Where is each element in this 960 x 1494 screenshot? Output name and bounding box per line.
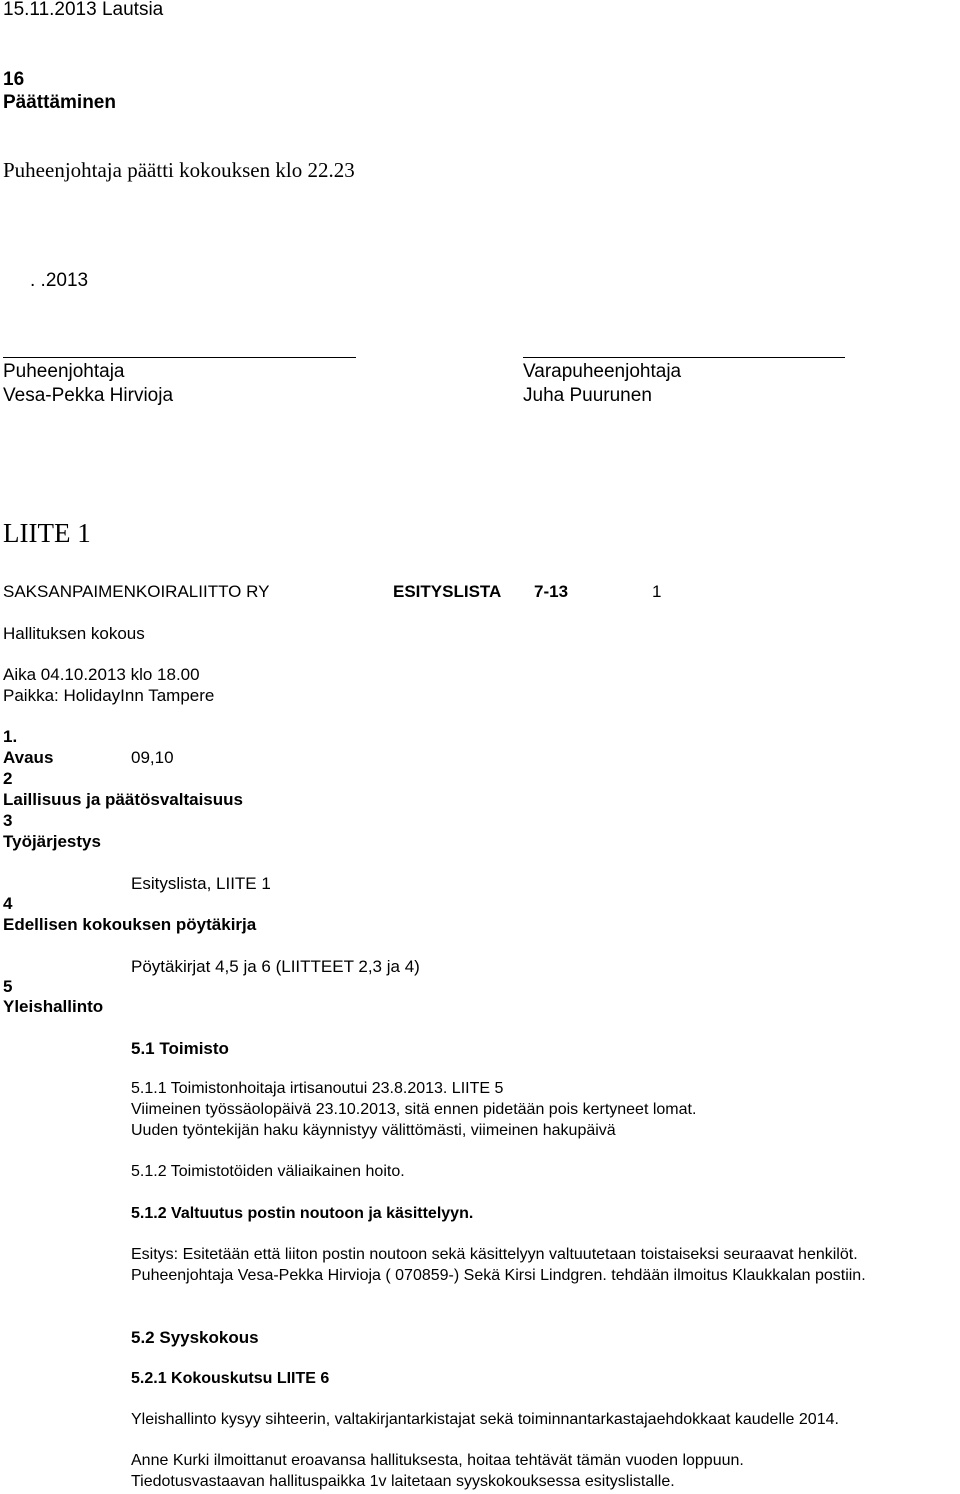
item-5-2-1-text-3: Tiedotusvastaavan hallituspaikka 1v laitetaan syyskokouksessa esityslistalle. <box>131 1473 675 1490</box>
agenda-5-title: Yleishallinto <box>3 997 104 1016</box>
section-number: 16 <box>3 69 25 90</box>
item-5-1-2: 5.1.2 Toimistotöiden väliaikainen hoito. <box>131 1163 405 1180</box>
agenda-1-number: 1. <box>3 727 18 746</box>
item-5-2-1-text-1: Yleishallinto kysyy sihteerin, valtakirjantarkistajat sekä toiminnantarkastajaehdokkaat kaudelle 2014. <box>131 1411 839 1428</box>
section-5-1: 5.1 Toimisto <box>131 1039 229 1058</box>
signer-left-role: Puheenjohtaja <box>3 361 125 382</box>
signature-line-right <box>523 357 845 358</box>
meeting-time: Aika 04.10.2013 klo 18.00 <box>3 665 200 684</box>
appendix-title: LIITE 1 <box>3 518 91 548</box>
org-name: SAKSANPAIMENKOIRALIITTO RY <box>3 582 270 601</box>
page-number: 1 <box>652 582 662 601</box>
item-5-1-2-mandate: 5.1.2 Valtuutus postin noutoon ja käsittelyyn. <box>131 1205 474 1222</box>
section-title: Päättäminen <box>3 92 116 113</box>
item-5-1-2-proposal: Esitys: Esitetään että liiton postin noutoon sekä käsittelyyn valtuutetaan toistaiseksi seuraavat henkilöt. <box>131 1246 858 1263</box>
meeting-place: Paikka: HolidayInn Tampere <box>3 686 215 705</box>
date-line: 15.11.2013 Lautsia <box>3 0 164 20</box>
signer-left-name: Vesa-Pekka Hirvioja <box>3 385 174 406</box>
agenda-4-number: 4 <box>3 894 13 913</box>
item-5-1-1-line-2: Viimeinen työssäolopäivä 23.10.2013, sitä ennen pidetään pois kertyneet lomat. <box>131 1101 697 1118</box>
signature-date: . .2013 <box>30 270 89 291</box>
doc-type: ESITYSLISTA <box>393 582 502 601</box>
signer-right-role: Varapuheenjohtaja <box>523 361 682 382</box>
item-5-1-1-line-3: Uuden työntekijän haku käynnistyy välittömästi, viimeinen hakupäivä <box>131 1122 616 1139</box>
item-5-2-1: 5.2.1 Kokouskutsu LIITE 6 <box>131 1370 330 1387</box>
agenda-1-title: Avaus <box>3 748 54 767</box>
agenda-4-note: Pöytäkirjat 4,5 ja 6 (LIITTEET 2,3 ja 4) <box>131 957 420 976</box>
closing-statement: Puheenjohtaja päätti kokouksen klo 22.23 <box>3 158 355 182</box>
agenda-3-number: 3 <box>3 811 13 830</box>
signer-right-name: Juha Puurunen <box>523 385 652 406</box>
section-5-2: 5.2 Syyskokous <box>131 1328 259 1347</box>
item-5-1-2-persons: Puheenjohtaja Vesa-Pekka Hirvioja ( 070859-) Sekä Kirsi Lindgren. tehdään ilmoitus Klaukkalan postiin. <box>131 1267 866 1284</box>
agenda-2-number: 2 <box>3 769 13 788</box>
signature-line-left <box>3 357 356 358</box>
agenda-4-title: Edellisen kokouksen pöytäkirja <box>3 915 257 934</box>
agenda-5-number: 5 <box>3 977 13 996</box>
item-5-1-1-line-1: 5.1.1 Toimistonhoitaja irtisanoutui 23.8.2013. LIITE 5 <box>131 1080 504 1097</box>
agenda-2-title: Laillisuus ja päätösvaltaisuus <box>3 790 243 809</box>
agenda-3-title: Työjärjestys <box>3 832 101 851</box>
doc-number: 7-13 <box>534 582 569 601</box>
agenda-1-time: 09,10 <box>131 748 174 767</box>
item-5-2-1-text-2: Anne Kurki ilmoittanut eroavansa hallituksesta, hoitaa tehtävät tämän vuoden loppuun. <box>131 1452 744 1469</box>
meeting-name: Hallituksen kokous <box>3 624 145 643</box>
agenda-3-note: Esityslista, LIITE 1 <box>131 874 271 893</box>
